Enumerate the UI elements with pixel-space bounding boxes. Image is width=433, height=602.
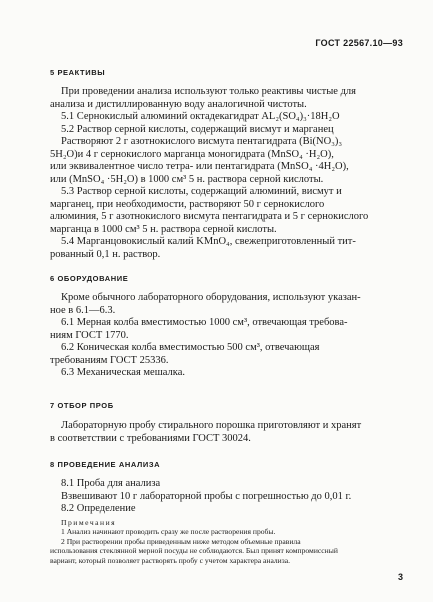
section-5-body xyxy=(50,86,396,261)
text-line: 5H₂O)и 4 г сернокислого марганца моногидрата (MnSO₄ ·H₂O), xyxy=(50,148,334,160)
section-5-heading: 5 РЕАКТИВЫ xyxy=(50,68,106,77)
text-line: 8.1 Проба для анализа xyxy=(61,478,161,489)
text-line: 5.4 Марганцовокислый калий KMnO₄, свежеприготовленный тит- xyxy=(61,236,356,247)
text-line: или (MnSO₄ ·5H₂O) в 1000 см³ 5 н. раствора серной кислоты. xyxy=(50,173,324,185)
text-line: ное в 6.1—6.3. xyxy=(50,304,116,316)
text-line: ниям ГОСТ 1770. xyxy=(50,329,129,341)
text-line: Взвешивают 10 г лабораторной пробы с погрешностью до 0,01 г. xyxy=(61,490,352,502)
text-line: 8.2 Определение xyxy=(61,503,136,514)
note-line: вариант, который позволяет растворять пробу с учетом характера анализа. xyxy=(50,555,291,565)
section-8-body xyxy=(50,478,396,516)
text-line: или эквивалентное число тетра- или пентагидрата (MnSO₄ ·4H₂O), xyxy=(50,161,349,172)
notes-title: Примечания xyxy=(61,518,117,527)
section-7-heading: 7 ОТБОР ПРОБ xyxy=(50,401,114,410)
text-line: 5.2 Раствор серной кислоты, содержащий висмут и марганец xyxy=(61,123,334,135)
notes-block xyxy=(50,518,396,565)
text-line: алюминия, 5 г азотнокислого висмута пентагидрата и 5 г сернокислого xyxy=(50,211,369,222)
section-6-heading: 6 ОБОРУДОВАНИЕ xyxy=(50,274,129,283)
text-line: 5.1 Сернокислый алюминий октадекагидрат AL₂(SO₄)₃·18H₂O xyxy=(61,111,340,122)
text-line: При проведении анализа используют только реактивы чистые для xyxy=(61,86,356,97)
section-6-body xyxy=(50,292,396,380)
text-line: требованиям ГОСТ 25336. xyxy=(50,354,169,366)
text-line: 5.3 Раствор серной кислоты, содержащий алюминий, висмут и xyxy=(61,186,342,197)
text-line: Лабораторную пробу стирального порошка приготовляют и хранят xyxy=(61,420,362,431)
text-line: в соответствии с требованиями ГОСТ 30024. xyxy=(50,432,251,444)
text-line: Кроме обычного лабораторного оборудования, используют указан- xyxy=(61,292,361,303)
text-line: рованный 0,1 н. раствор. xyxy=(50,248,161,260)
page-number: 3 xyxy=(397,572,403,582)
text-line: 6.3 Механическая мешалка. xyxy=(61,367,186,378)
section-7-body xyxy=(50,420,396,445)
text-line: марганца в 1000 см³ 5 н. раствора серной кислоты. xyxy=(50,223,277,235)
note-line: 1 Анализ начинают проводить сразу же после растворения пробы. xyxy=(61,527,276,537)
standard-code: ГОСТ 22567.10—93 xyxy=(315,38,403,48)
text-line: анализа и дистиллированную воду аналогичной чистоты. xyxy=(50,98,307,110)
note-line: использования стеклянной мерной посуды не соблюдаются. Был принят компромиссный xyxy=(50,546,338,556)
note-line: 2 При растворении пробы приведенным ниже методом объемные правила xyxy=(61,536,301,546)
text-line: Растворяют 2 г азотнокислого висмута пентагидрата (Bi(NO₃)₃ xyxy=(61,136,343,147)
section-8-heading: 8 ПРОВЕДЕНИЕ АНАЛИЗА xyxy=(50,460,161,469)
text-line: марганец, при необходимости, растворяют 50 г сернокислого xyxy=(50,198,325,210)
text-line: 6.2 Коническая колба вместимостью 500 см³, отвечающая xyxy=(61,342,320,353)
text-line: 6.1 Мерная колба вместимостью 1000 см³, отвечающая требова- xyxy=(61,317,348,328)
